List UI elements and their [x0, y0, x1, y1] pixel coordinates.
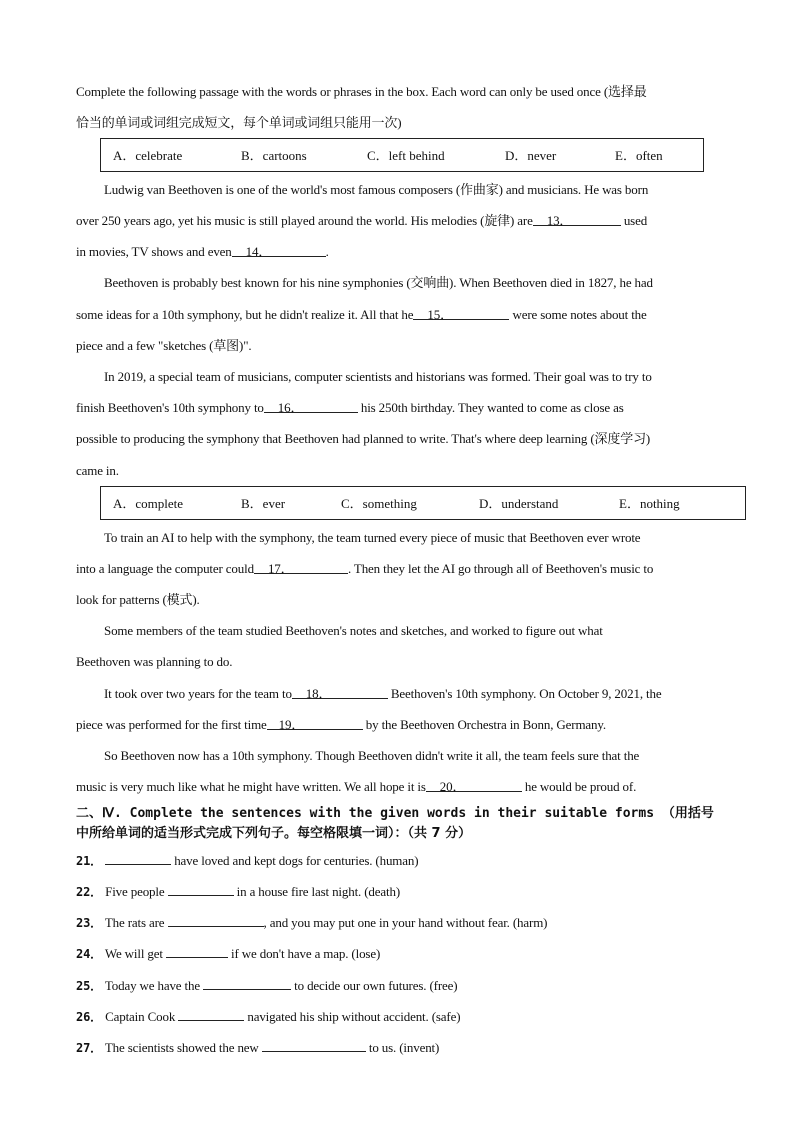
question-24: [76, 944, 746, 963]
para2-line-3: piece and a few "sketches (草图)".: [76, 338, 252, 353]
question-27: [76, 1038, 746, 1057]
blank-16-label: 16．: [277, 400, 304, 415]
blank-17[interactable]: [254, 560, 348, 574]
option-e: E．often: [615, 148, 663, 163]
question-25: [76, 976, 746, 995]
para1-line-1: Ludwig van Beethoven is one of the world's most famous composers (作曲家) and musicians. He was born: [104, 182, 649, 197]
answer-blank-25[interactable]: [203, 976, 291, 990]
para5-line-1: Some members of the team studied Beethoven's notes and sketches, and worked to figure out what: [104, 623, 603, 638]
option-c: C．left behind: [367, 148, 445, 163]
blank-20-label: 20．: [439, 779, 466, 794]
para2-text: some ideas for a 10th symphony, but he didn't realize it. All that he: [76, 307, 414, 322]
question-text-end: in a house fire last night. (death): [233, 884, 401, 899]
para2-text-end: were some notes about the: [509, 307, 647, 322]
instructions-line-2: 恰当的单词或词组完成短文，每个单词或词组只能用一次): [76, 115, 402, 130]
question-22: [76, 882, 746, 901]
section-heading-line-2: 中所给单词的适当形式完成下列句子。每空格限填一词）：（共 7 分）: [76, 826, 472, 841]
blank-19-label: 19．: [278, 717, 305, 732]
para6-line-1: [104, 685, 744, 703]
para3-text: finish Beethoven's 10th symphony to: [76, 400, 264, 415]
para3-line-2: [76, 399, 746, 417]
question-text: Five people: [105, 884, 168, 899]
para4-text-end: . Then they let the AI go through all of Beethoven's music to: [347, 561, 654, 576]
para3-line-4: came in.: [76, 463, 119, 478]
question-text-end: navigated his ship without accident. (safe): [244, 1009, 461, 1024]
para3-line-1: In 2019, a special team of musicians, computer scientists and historians was formed. Their goal was to try to: [104, 369, 652, 384]
answer-blank-24[interactable]: [166, 944, 228, 958]
para3-text-end: his 250th birthday. They wanted to come as close as: [357, 400, 624, 415]
blank-18-label: 18．: [305, 686, 332, 701]
question-text: The rats are: [104, 915, 168, 930]
option-d: D．never: [505, 148, 557, 163]
blank-16[interactable]: [264, 399, 358, 413]
para1-text: in movies, TV shows and even: [76, 244, 232, 259]
option-b: B．cartoons: [241, 148, 307, 163]
para1-line-3: [76, 243, 746, 261]
para6-line-2: [76, 716, 746, 734]
question-number: 23．: [76, 916, 102, 930]
question-23: [76, 913, 746, 932]
option-a: A．complete: [113, 496, 184, 511]
para6-text-end: Beethoven's 10th symphony. On October 9, 2021, the: [387, 686, 662, 701]
answer-blank-26[interactable]: [178, 1007, 244, 1021]
blank-20[interactable]: [426, 778, 522, 792]
answer-blank-23[interactable]: [168, 913, 264, 927]
para7-line-1: So Beethoven now has a 10th symphony. Though Beethoven didn't write it all, the team feels sure that the: [104, 748, 640, 763]
answer-blank-21[interactable]: [105, 851, 171, 865]
para1-line-2: [76, 212, 746, 230]
blank-19[interactable]: [267, 716, 363, 730]
blank-15-label: 15．: [427, 307, 453, 322]
para6-text: It took over two years for the team to: [104, 686, 292, 701]
para4-line-1: To train an AI to help with the symphony, the team turned every piece of music that Beethoven ever wrote: [104, 530, 641, 545]
question-text-end: if we don't have a map. (lose): [227, 946, 381, 961]
para1-text-end: .: [325, 244, 329, 259]
para2-line-2: [76, 306, 746, 324]
question-number: 25．: [76, 979, 102, 993]
para4-line-3: look for patterns (模式).: [76, 592, 200, 607]
blank-14[interactable]: [232, 243, 326, 257]
question-text: Captain Cook: [105, 1009, 179, 1024]
blank-13-label: 13．: [546, 213, 573, 228]
para1-text: over 250 years ago, yet his music is still played around the world. His melodies (旋律) are: [76, 213, 533, 228]
question-text-end: , and you may put one in your hand without fear. (harm): [263, 915, 548, 930]
option-b: B．ever: [241, 496, 286, 511]
para6-text-end: by the Beethoven Orchestra in Bonn, Germany.: [362, 717, 606, 732]
para4-text: into a language the computer could: [76, 561, 254, 576]
option-d: D．understand: [479, 496, 559, 511]
section-heading-line-1: 二、Ⅳ. Complete the sentences with the given words in their suitable forms （用括号: [76, 806, 714, 821]
question-number: 24．: [76, 947, 102, 961]
question-text: Today we have the: [104, 978, 204, 993]
question-number: 22．: [76, 885, 102, 899]
word-box-2: [100, 486, 746, 520]
option-c: C．something: [341, 496, 417, 511]
question-number: 26．: [76, 1010, 102, 1024]
para2-line-1: Beethoven is probably best known for his nine symphonies (交响曲). When Beethoven died in 1827, he had: [104, 275, 653, 290]
para5-line-2: Beethoven was planning to do.: [76, 654, 233, 669]
para6-text: piece was performed for the first time: [76, 717, 267, 732]
instructions-line-1: Complete the following passage with the words or phrases in the box. Each word can only be used once (选择最: [76, 84, 647, 99]
para7-text-end: he would be proud of.: [521, 779, 637, 794]
para4-line-2: [76, 560, 746, 578]
question-text: The scientists showed the new: [104, 1040, 262, 1055]
para7-text: music is very much like what he might have written. We all hope it is: [76, 779, 426, 794]
question-text-end: to us. (invent): [365, 1040, 440, 1055]
question-21: [76, 851, 746, 870]
blank-13[interactable]: [533, 212, 621, 226]
question-26: [76, 1007, 746, 1026]
option-e: E．nothing: [619, 496, 680, 511]
question-text: We will get: [104, 946, 166, 961]
blank-17-label: 17．: [267, 561, 294, 576]
answer-blank-27[interactable]: [262, 1038, 366, 1052]
question-number: 27．: [76, 1041, 102, 1055]
blank-15[interactable]: [413, 306, 509, 320]
blank-14-label: 14．: [245, 244, 272, 259]
blank-18[interactable]: [292, 685, 388, 699]
para1-text-end: used: [620, 213, 648, 228]
word-box-1: [100, 138, 704, 172]
para3-line-3: possible to producing the symphony that Beethoven had planned to write. That's where deep learning (深度学习): [76, 431, 651, 446]
answer-blank-22[interactable]: [168, 882, 234, 896]
question-text-end: have loved and kept dogs for centuries. (human): [171, 853, 419, 868]
question-number: 21．: [76, 854, 102, 868]
option-a: A．celebrate: [113, 148, 183, 163]
question-text-end: to decide our own futures. (free): [291, 978, 458, 993]
para7-line-2: [76, 778, 746, 796]
